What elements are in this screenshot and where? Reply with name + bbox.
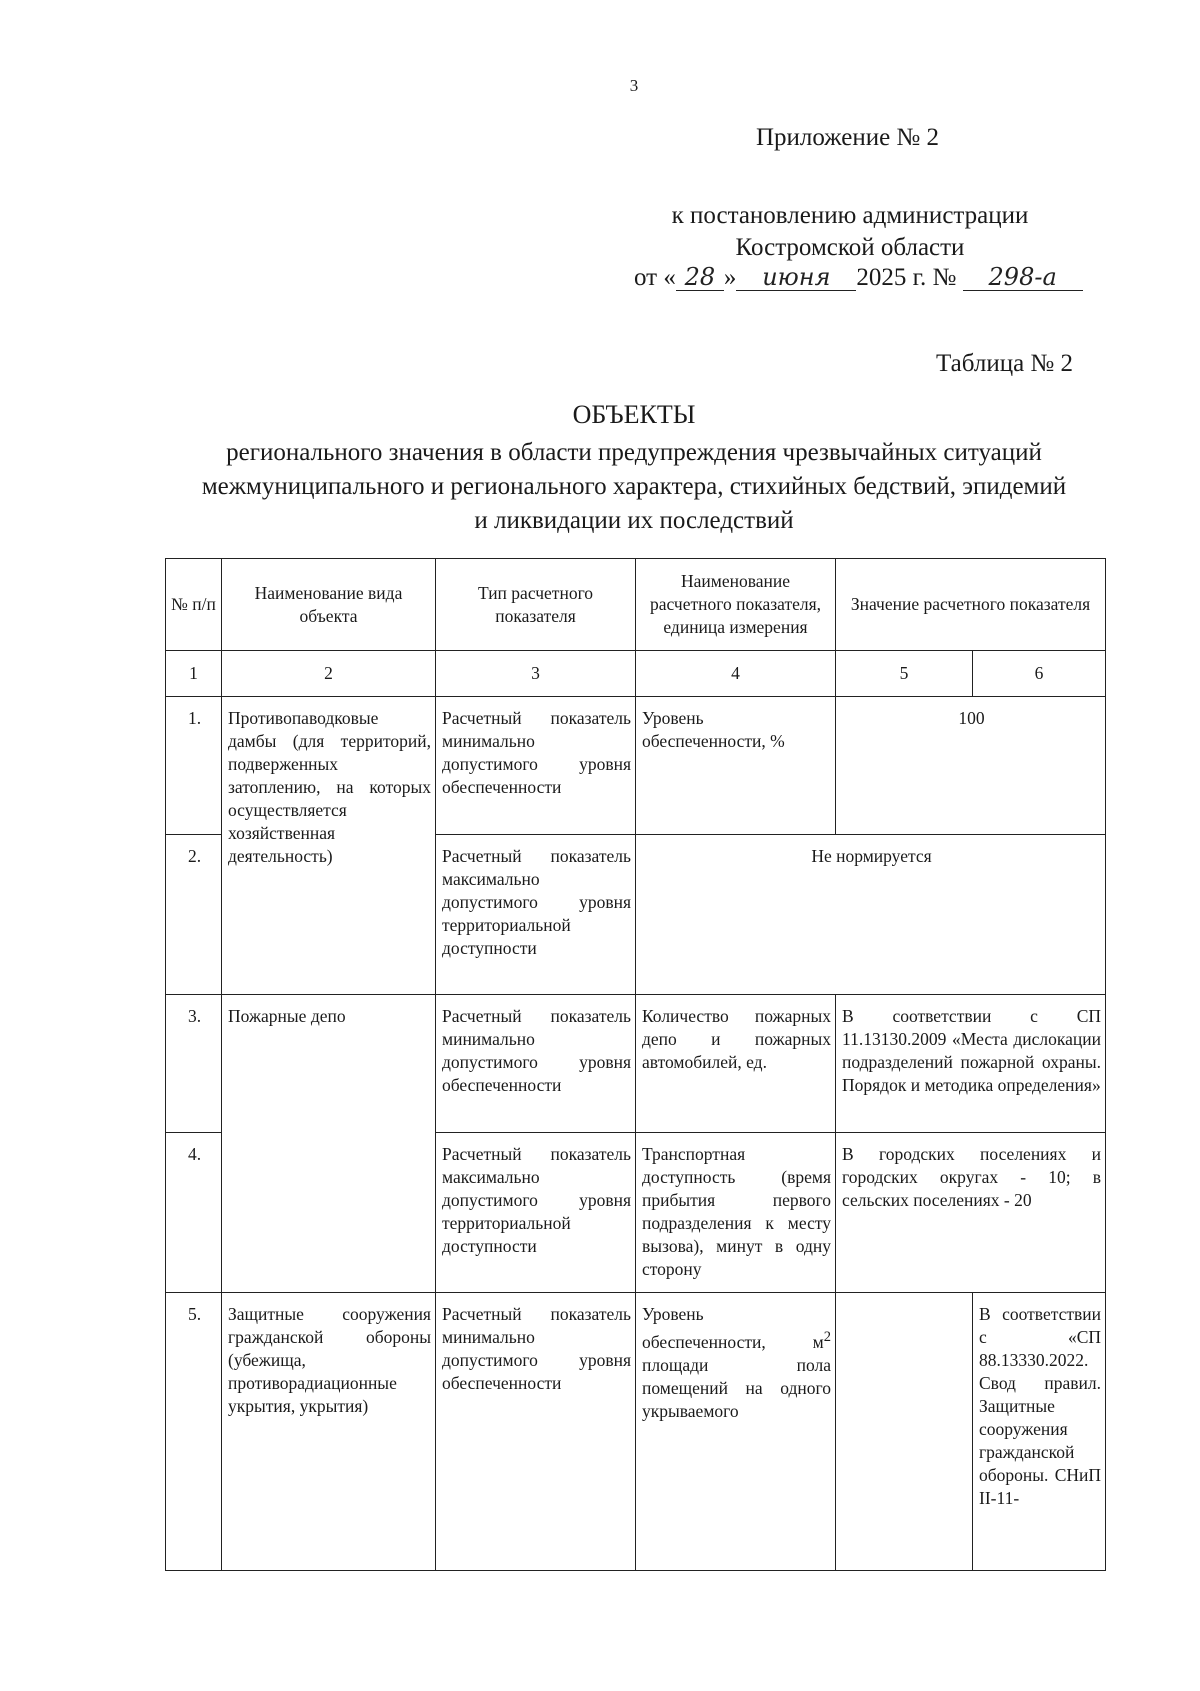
indicator-name-cell: Количество пожарных депо и пожарных автомобилей, ед.	[636, 995, 836, 1133]
column-number: 2	[222, 651, 436, 697]
indicator-value-cell: В соответствии с СП 11.13130.2009 «Места дислокации подразделений пожарной охраны. Порядок и методика определения»	[836, 995, 1106, 1133]
indicator-type-cell: Расчетный показатель минимально допустимого уровня обеспеченности	[436, 1293, 636, 1571]
appendix-heading: Приложение № 2	[756, 124, 940, 151]
header-object-type: Наименование вида объекта	[222, 559, 436, 651]
column-number: 1	[166, 651, 222, 697]
indicator-value-cell-6: В соответствии с «СП 88.13330.2022. Свод правил. Защитные сооружения гражданской обороны. СНиП II-11-	[973, 1293, 1106, 1571]
column-number: 5	[836, 651, 973, 697]
header-num: № п/п	[166, 559, 222, 651]
date-year: 2025 г. №	[856, 264, 957, 291]
indicator-name-cell: Уровень обеспеченности, %	[636, 697, 836, 835]
indicator-value-cell: Не нормируется	[636, 835, 1106, 995]
table-row	[166, 1293, 1106, 1571]
decree-line-2: Костромской области	[735, 234, 965, 261]
table-header-row	[166, 559, 1106, 651]
header-indicator-type: Тип расчетного показателя	[436, 559, 636, 651]
indicator-type-cell: Расчетный показатель максимально допустимого уровня территориальной доступности	[436, 835, 636, 995]
date-quote-close: »	[723, 264, 737, 291]
objects-table	[165, 558, 1106, 1571]
document-title: ОБЪЕКТЫ	[572, 400, 696, 429]
indicator-value-cell-5	[836, 1293, 973, 1571]
row-number: 3.	[166, 995, 222, 1133]
column-number: 6	[973, 651, 1106, 697]
row-number: 4.	[166, 1133, 222, 1293]
indicator-name-cell	[636, 1293, 836, 1571]
document-subtitle: регионального значения в области предупреждения чрезвычайных ситуаций межмуниципального и регионального характера, стихийных бедствий, эпидемий и ликвидации их последствий	[201, 439, 1067, 534]
date-prefix: от «	[634, 264, 676, 291]
indicator-name-part-2: площади пола помещений на одного укрываемого	[642, 1354, 831, 1421]
indicator-type-cell: Расчетный показатель минимально допустимого уровня обеспеченности	[436, 995, 636, 1133]
object-type-cell: Пожарные депо	[222, 995, 436, 1293]
indicator-name-cell: Транспортная доступность (время прибытия первого подразделения к месту вызова), минут в одну сторону	[636, 1133, 836, 1293]
column-number: 4	[636, 651, 836, 697]
indicator-value-cell: В городских поселениях и городских округах - 10; в сельских поселениях - 20	[836, 1133, 1106, 1293]
indicator-type-cell: Расчетный показатель максимально допустимого уровня территориальной доступности	[436, 1133, 636, 1293]
decree-date-line	[634, 264, 1083, 292]
row-number: 2.	[166, 835, 222, 995]
header-indicator-name: Наименование расчетного показателя, единица измерения	[636, 559, 836, 651]
handwritten-month: июня	[736, 264, 856, 291]
row-number: 1.	[166, 697, 222, 835]
decree-line-1: к постановлению администрации	[671, 202, 1029, 229]
column-number: 3	[436, 651, 636, 697]
handwritten-decree-number: 298-а	[963, 264, 1083, 291]
decree-reference	[600, 200, 1100, 264]
table-label: Таблица № 2	[936, 350, 1074, 377]
row-number: 5.	[166, 1293, 222, 1571]
header-indicator-value: Значение расчетного показателя	[836, 559, 1106, 651]
indicator-name-superscript: 2	[823, 1329, 831, 1345]
handwritten-day: 28	[676, 264, 724, 291]
page-number: 3	[629, 76, 639, 95]
indicator-name-part-1: Уровень обеспеченности, м	[642, 1304, 824, 1352]
indicator-value-cell: 100	[836, 697, 1106, 835]
object-type-cell: Защитные сооружения гражданской обороны (убежища, противорадиационные укрытия, укрытия)	[222, 1293, 436, 1571]
object-type-cell: Противопаводковые дамбы (для территорий, подверженных затоплению, на которых осуществляется хозяйственная деятельность)	[222, 697, 436, 995]
indicator-type-cell: Расчетный показатель минимально допустимого уровня обеспеченности	[436, 697, 636, 835]
column-number-row	[166, 651, 1106, 697]
table-row	[166, 995, 1106, 1133]
table-row	[166, 697, 1106, 835]
